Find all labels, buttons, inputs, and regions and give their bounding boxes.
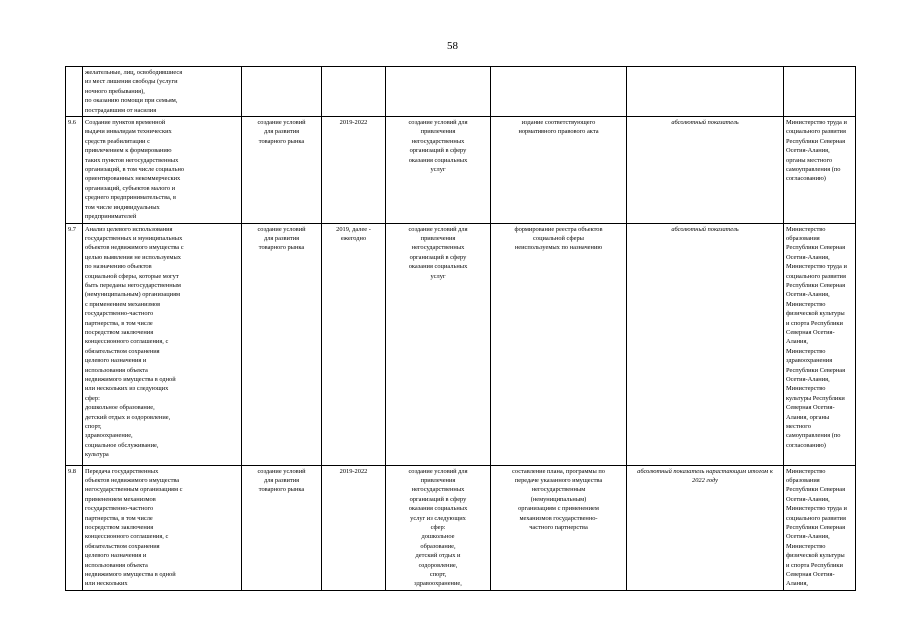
cell-text-line: Министерство (786, 225, 826, 233)
cell-text-line: Министерство (786, 347, 826, 355)
cell-text-line: физической культуры (786, 310, 845, 318)
cell-indicator-type (627, 117, 784, 223)
cell-text-line: пострадавшим от насилия (85, 106, 157, 114)
cell-text-line: Министерство (786, 542, 826, 550)
cell-text-line: с применением механизмов (85, 300, 161, 308)
cell-text-line: спорт, (85, 423, 102, 431)
cell-text-line: абсолютный показатель нарастающим итогом к (637, 467, 773, 475)
cell-text-line: Министерство (786, 300, 826, 308)
cell-indicator (491, 67, 627, 117)
cell-description (83, 117, 242, 223)
cell-text-line: Осетия-Алания, (786, 376, 830, 383)
cell-text-line: объектов недвижимого имущества (85, 476, 180, 484)
cell-text-line: товарного рынка (258, 486, 305, 494)
cell-text-line: быть переданы негосударственным (85, 281, 181, 289)
cell-text-line: партнерства, в том числе (85, 319, 153, 327)
cell-text-line: социальной сферы (533, 234, 584, 242)
cell-text-line: объектов недвижимого имущества с (85, 244, 184, 252)
cell-text-line: негосударственных (411, 244, 465, 252)
cell-text-line: формирование реестра объектов (514, 225, 603, 233)
cell-text-line: оказания социальных (408, 505, 468, 513)
cell-text-line: социального развития (786, 514, 846, 522)
cell-text-line: и спорта Республики (786, 561, 843, 569)
cell-text-line: механизмов государственно- (519, 514, 598, 522)
cell-text-line: услуг (430, 272, 446, 280)
table-row (66, 67, 856, 117)
cell-responsible (784, 223, 856, 465)
cell-text-line: обязательством сохранения (85, 347, 160, 355)
cell-text-line: культура (85, 451, 109, 459)
cell-text-line: средств реабилитации с (85, 137, 150, 145)
cell-number: 9.8 (66, 465, 83, 590)
cell-text-line: Министерство (786, 385, 826, 393)
cell-text-line: Северная Осетия- (786, 404, 835, 412)
cell-text-line: негосударственных (411, 486, 465, 494)
cell-text-line: Северная Осетия- (786, 570, 835, 578)
cell-text-line: негосударственных (411, 137, 465, 145)
cell-text-line: недвижимого имущества в одной (85, 570, 176, 578)
cell-text-line: предпринимателей (85, 213, 137, 221)
cell-text-line: Создание пунктов временной (85, 119, 166, 127)
cell-text-line: услуг (430, 166, 446, 174)
cell-text-line: желательные, лиц, освободившиеся (85, 69, 183, 76)
cell-text-line: Алания, органы (786, 413, 830, 421)
cell-result (386, 465, 491, 590)
cell-text-line: здравоохранение, (85, 432, 133, 440)
cell-text-line: согласованию) (786, 175, 826, 183)
cell-text-line: сфер: (430, 523, 446, 531)
cell-description (83, 223, 242, 465)
cell-result (386, 67, 491, 117)
cell-text-line: дошкольное образование, (85, 404, 155, 412)
cell-text-line: 2019-2022 (339, 119, 368, 127)
cell-text-line: ежегодно (340, 234, 367, 242)
cell-text-line: привлечения (420, 234, 456, 242)
cell-text-line: абсолютный показатель (671, 225, 739, 233)
cell-text-line: целевого назначения и (85, 357, 147, 365)
cell-text-line: и спорта Республики (786, 319, 843, 327)
cell-text-line: посредством заключения (85, 328, 154, 336)
cell-goal (242, 67, 322, 117)
cell-text-line: из мест лишения свободы (услуги (85, 78, 178, 86)
cell-text-line: Министерство труда и (786, 263, 847, 271)
cell-text-line: государственно-частного (85, 310, 154, 318)
cell-text-line: государственно-частного (85, 505, 154, 513)
cell-text-line: Алания, (786, 580, 809, 588)
cell-text-line: создание условий (257, 225, 306, 233)
cell-text-line: для развития (263, 234, 300, 242)
cell-text-line: для развития (263, 476, 300, 484)
cell-description (83, 67, 242, 117)
cell-text-line: (немуниципальным) организациям (85, 291, 181, 299)
cell-text-line: передаче указанного имущества (514, 476, 603, 484)
cell-indicator-type (627, 465, 784, 590)
cell-text-line: том числе индивидуальных (85, 203, 160, 211)
cell-text-line: Алания, (786, 338, 809, 346)
cell-text-line: Осетия-Алания, (786, 147, 830, 155)
cell-text-line: абсолютный показатель (671, 119, 739, 127)
cell-description (83, 465, 242, 590)
cell-text-line: услуг из следующих (410, 514, 466, 522)
cell-indicator-type (627, 67, 784, 117)
cell-text-line: для развития (263, 128, 300, 136)
cell-text-line: создание условий для (408, 119, 468, 127)
cell-text-line: привлечением к формированию (85, 147, 172, 155)
cell-number: 9.7 (66, 223, 83, 465)
cell-text-line: обязательством сохранения (85, 542, 160, 550)
cell-text-line: издание соответствующего (521, 119, 596, 127)
cell-text-line: социального развития (786, 272, 846, 280)
cell-text-line: образование, (420, 542, 456, 550)
cell-text-line: или нескольких из следующих (85, 385, 169, 393)
cell-text-line: образования (786, 234, 820, 242)
cell-text-line: согласованию) (786, 441, 826, 449)
cell-text-line: оздоровление, (418, 561, 458, 569)
cell-text-line: Северная Осетия- (786, 328, 835, 336)
cell-text-line: 2022 году (692, 476, 718, 484)
cell-text-line: организаций в сферу (409, 495, 467, 503)
cell-text-line: Осетия-Алания, (786, 495, 830, 503)
cell-goal (242, 465, 322, 590)
cell-text-line: неиспользуемых по назначению (514, 244, 603, 252)
cell-text-line: концессионного соглашения, с (85, 533, 169, 541)
cell-text-line: организациям с применением (518, 505, 599, 513)
cell-text-line: Республики Северная (786, 486, 846, 494)
cell-text-line: среднего предпринимательства, в (85, 194, 177, 202)
cell-text-line: организаций в сферу (409, 147, 467, 155)
cell-text-line: органы местного (786, 156, 833, 164)
cell-text-line: сфер: (85, 394, 100, 402)
cell-text-line: местного (786, 423, 811, 431)
cell-text-line: создание условий для (408, 225, 468, 233)
cell-text-line: выдачи инвалидам технических (85, 128, 172, 136)
cell-text-line: Анализ целевого использования (85, 225, 173, 233)
cell-text-line: организаций, субъектов малого и (85, 184, 176, 192)
cell-responsible (784, 67, 856, 117)
cell-text-line: таких пунктов негосударственных (85, 156, 179, 164)
table-row (66, 465, 856, 590)
cell-text-line: государственных и муниципальных (85, 234, 183, 242)
cell-text-line: социального развития (786, 128, 846, 136)
cell-text-line: Передача государственных (85, 467, 159, 475)
cell-goal (242, 223, 322, 465)
cell-text-line: Осетия-Алания, (786, 533, 830, 541)
cell-text-line: партнерства, в том числе (85, 514, 153, 522)
cell-text-line: нормативного правового акта (518, 128, 599, 136)
cell-text-line: самоуправления (по (786, 166, 841, 174)
cell-text-line: негосударственным (531, 486, 586, 494)
cell-text-line: по оказанию помощи при семьям, (85, 97, 178, 105)
cell-result (386, 223, 491, 465)
cell-text-line: оказания социальных (408, 263, 468, 271)
cell-text-line: привлечения (420, 128, 456, 136)
cell-indicator (491, 223, 627, 465)
cell-text-line: использования объекта (85, 366, 148, 374)
cell-period (322, 117, 386, 223)
cell-text-line: 2019, далее - (336, 225, 371, 233)
cell-text-line: социальной сферы, которые могут (85, 272, 179, 280)
cell-text-line: Осетия-Алания, (786, 291, 830, 299)
cell-text-line: посредством заключения (85, 523, 154, 531)
cell-text-line: ориентированных некоммерческих (85, 175, 181, 183)
table-row (66, 223, 856, 465)
cell-number (66, 67, 83, 117)
cell-indicator-type (627, 223, 784, 465)
cell-text-line: культуры Республики (786, 394, 845, 402)
table-body (66, 67, 856, 591)
cell-text-line: самоуправления (по (786, 432, 841, 440)
cell-text-line: товарного рынка (258, 244, 305, 252)
cell-result (386, 117, 491, 223)
cell-text-line: Республики Северная (786, 281, 846, 289)
cell-text-line: Министерство труда и (786, 505, 847, 513)
cell-text-line: здравоохранения (786, 357, 833, 365)
cell-text-line: Министерство (786, 467, 826, 475)
measures-table (65, 66, 856, 591)
cell-text-line: использования объекта (85, 561, 148, 569)
cell-period (322, 465, 386, 590)
cell-text-line: применением механизмов (85, 495, 156, 503)
cell-text-line: целевого назначения и (85, 552, 147, 560)
cell-text-line: оказания социальных (408, 156, 468, 164)
cell-text-line: детский отдых и (415, 552, 461, 560)
cell-text-line: Осетия-Алания, (786, 253, 830, 261)
cell-text-line: создание условий для (408, 467, 468, 475)
cell-period (322, 67, 386, 117)
cell-text-line: организаций, в том числе социально (85, 166, 185, 174)
cell-indicator (491, 117, 627, 223)
cell-text-line: дошкольное (421, 533, 455, 541)
cell-indicator (491, 465, 627, 590)
cell-text-line: создание условий (257, 119, 306, 127)
cell-period (322, 223, 386, 465)
cell-text-line: товарного рынка (258, 137, 305, 145)
cell-text-line: Республики Северная (786, 366, 846, 374)
cell-text-line: Республики Северная (786, 523, 846, 531)
cell-text-line: здравоохранение, (414, 580, 462, 588)
cell-text-line: привлечения (420, 476, 456, 484)
cell-text-line: Республики Северная (786, 137, 846, 145)
table-row (66, 117, 856, 223)
cell-text-line: составление плана, программы по (512, 467, 605, 475)
cell-text-line: или нескольких (85, 580, 128, 588)
cell-text-line: детский отдых и оздоровление, (85, 413, 171, 421)
cell-text-line: создание условий (257, 467, 306, 475)
cell-text-line: Республики Северная (786, 244, 846, 252)
cell-text-line: 2019-2022 (339, 467, 368, 475)
cell-text-line: физической культуры (786, 552, 845, 560)
cell-text-line: целью выявления не используемых (85, 253, 181, 261)
cell-text-line: спорт, (429, 570, 447, 578)
cell-text-line: организаций в сферу (409, 253, 467, 261)
cell-text-line: частного партнерства (529, 523, 588, 531)
cell-text-line: социальное обслуживание, (85, 441, 159, 449)
cell-text-line: Министерство труда и (786, 119, 847, 127)
cell-text-line: негосударственным организациям с (85, 486, 183, 494)
cell-text-line: образования (786, 476, 820, 484)
cell-text-line: концессионного соглашения, с (85, 338, 169, 346)
page-number: 58 (447, 40, 458, 52)
cell-responsible (784, 117, 856, 223)
cell-text-line: ночного пребывания), (85, 87, 145, 95)
cell-responsible (784, 465, 856, 590)
cell-text-line: по назначению объектов (85, 263, 152, 271)
cell-text-line: (немуниципальным) (530, 495, 587, 503)
cell-number: 9.6 (66, 117, 83, 223)
cell-goal (242, 117, 322, 223)
cell-text-line: недвижимого имущества в одной (85, 376, 176, 383)
